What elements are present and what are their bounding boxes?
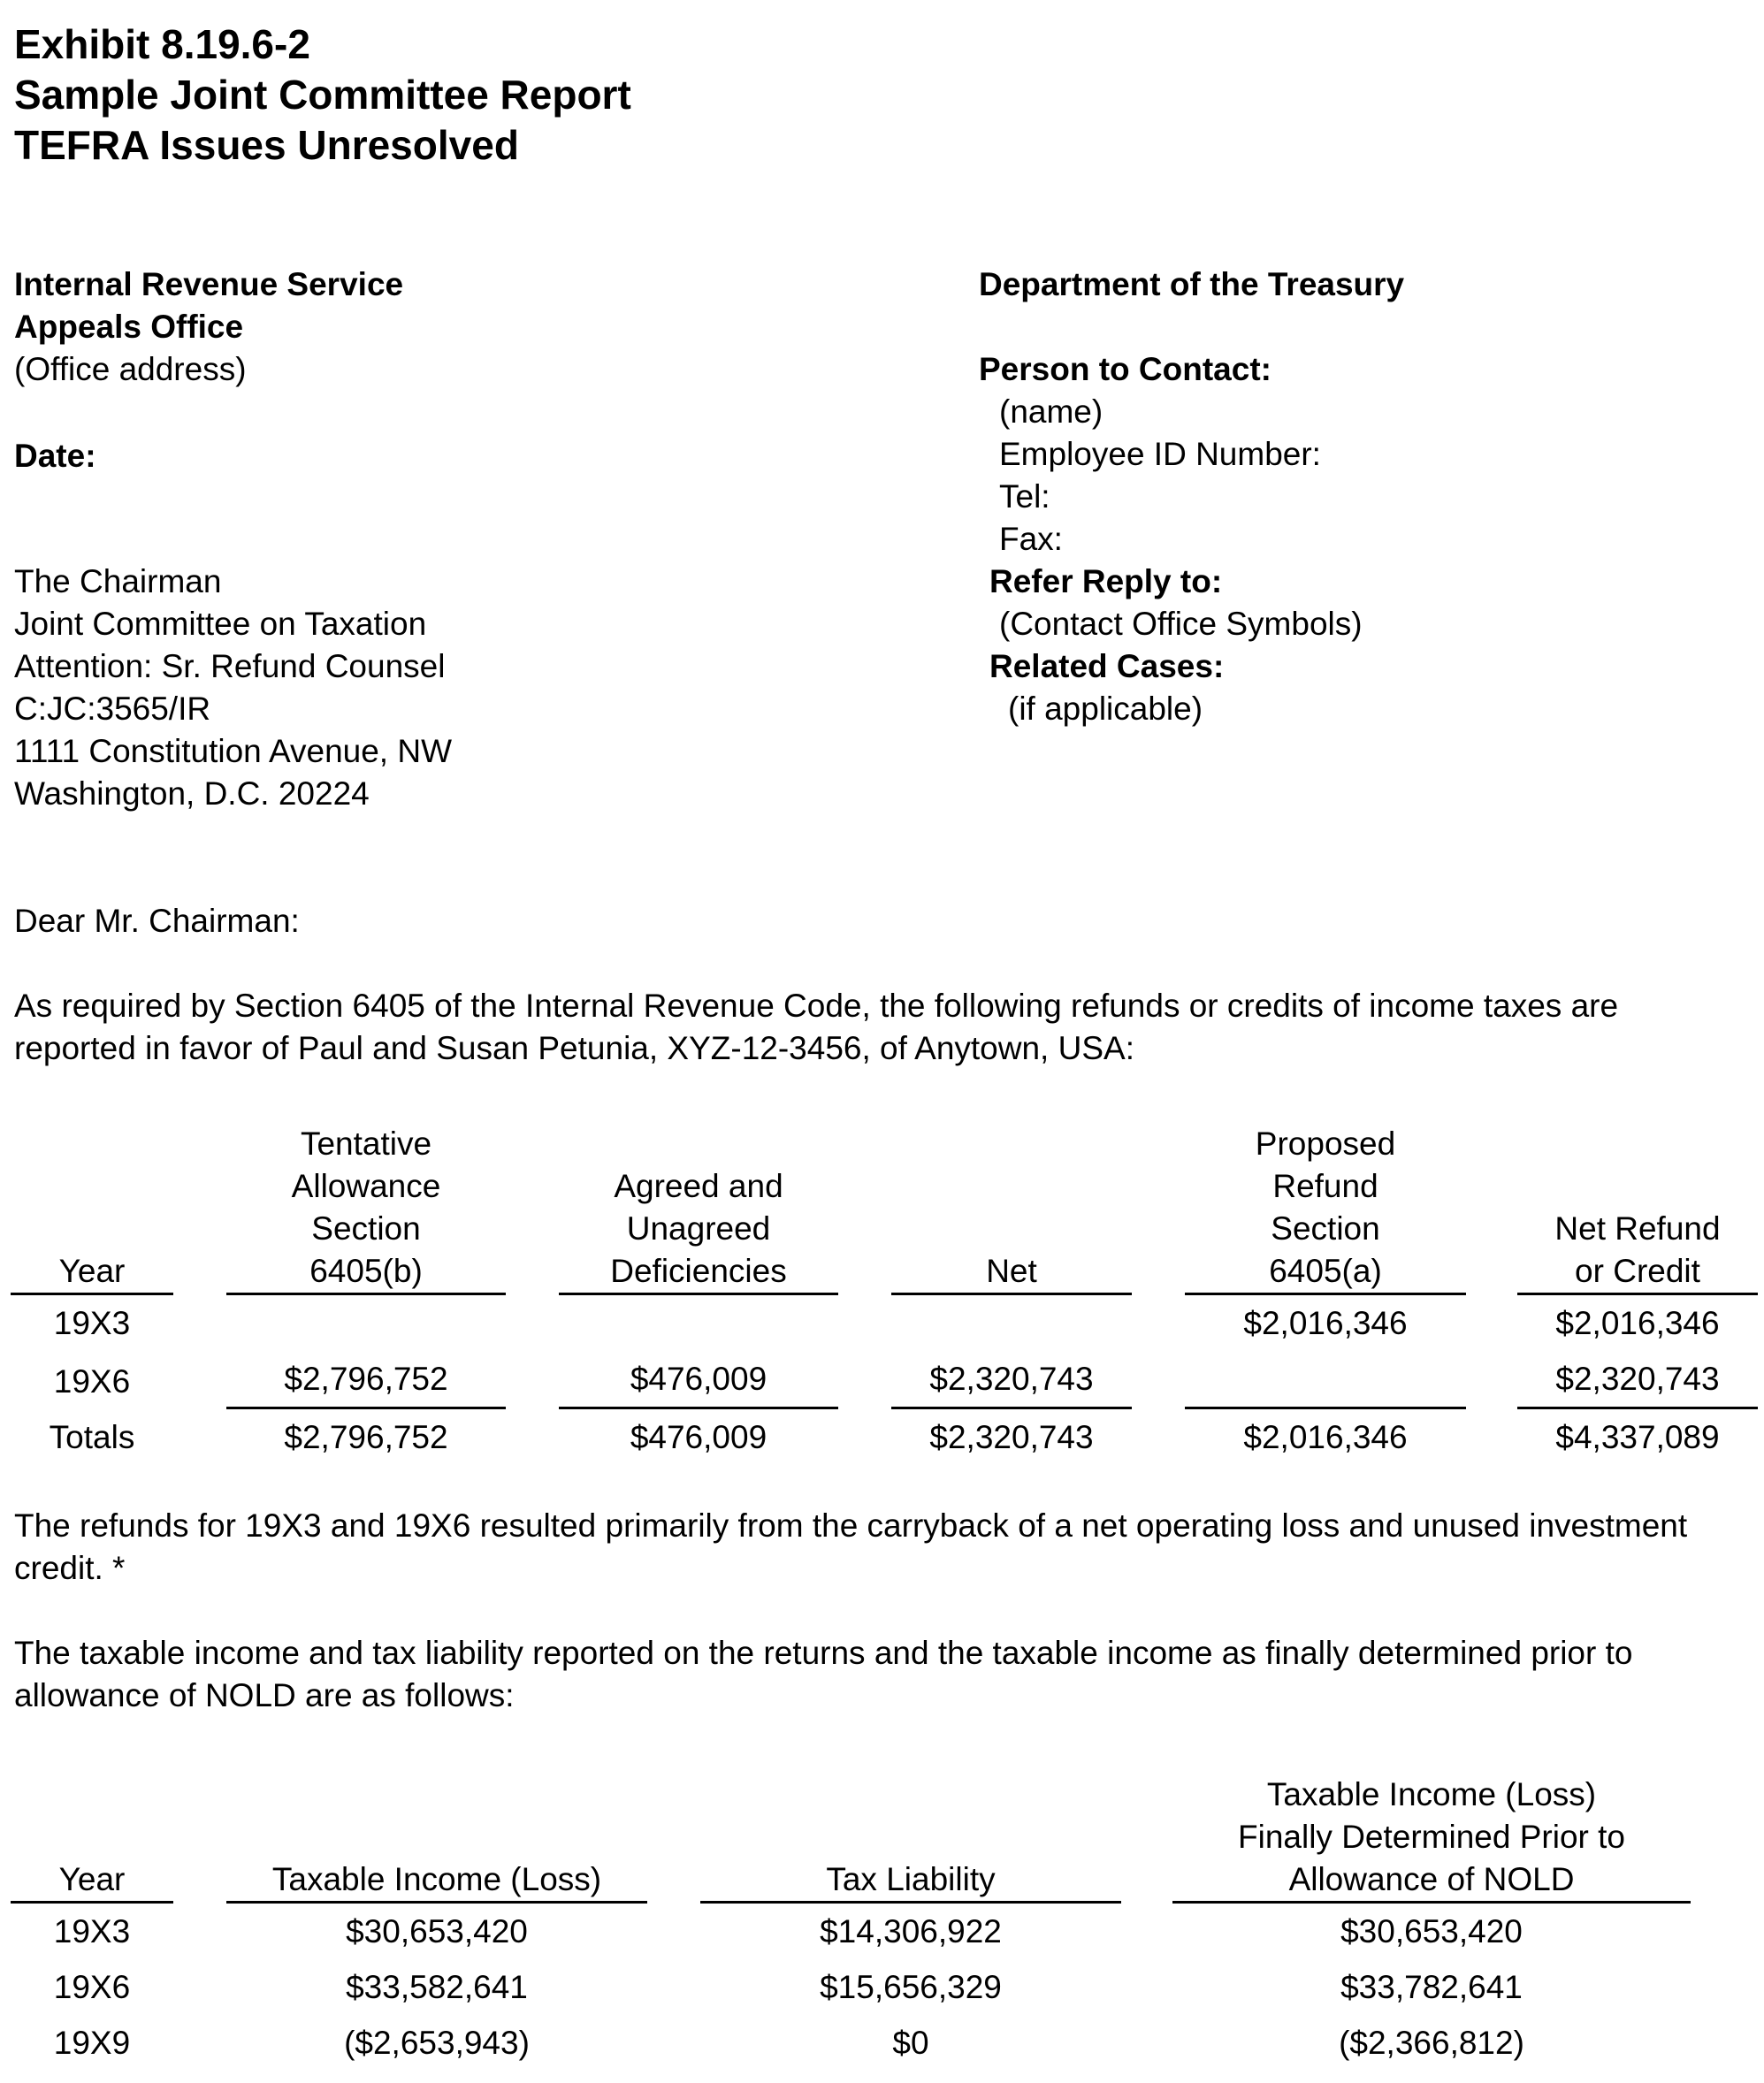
table-row	[11, 2015, 1691, 2071]
recipient-line: C:JC:3565/IR	[14, 691, 211, 727]
cell-total-proposed: $2,016,346	[1243, 1419, 1408, 1455]
refer-reply-label: Refer Reply to:	[989, 563, 1223, 599]
cell-tentative	[226, 1295, 506, 1351]
recipient-line: Attention: Sr. Refund Counsel	[14, 648, 446, 684]
table-row	[11, 1959, 1691, 2015]
col-header-year: Year	[11, 1774, 173, 1904]
contact-name: (name)	[999, 393, 1103, 430]
cell-year: 19X3	[53, 1913, 131, 1949]
cell-net: $2,320,743	[891, 1351, 1132, 1409]
cell-total-deficiencies: $476,009	[630, 1419, 767, 1455]
totals-row	[11, 1409, 1758, 1465]
cell-finally-determined: $33,782,641	[1340, 1969, 1523, 2005]
cell-net-refund: $2,016,346	[1555, 1305, 1720, 1341]
cell-taxable-income: $30,653,420	[346, 1913, 528, 1949]
taxable-income-intro: The taxable income and tax liability reported on the returns and the taxable income as finally determined prior to allowance of NOLD are as follows:	[14, 1635, 1633, 1713]
col-header-tax-liability: Tax Liability	[700, 1774, 1121, 1904]
exhibit-title-line: Exhibit 8.19.6-2	[14, 21, 310, 67]
col-header-taxable-income: Taxable Income (Loss)	[226, 1774, 647, 1904]
taxable-income-table	[11, 1774, 1691, 2071]
cell-tax-liability: $15,656,329	[820, 1969, 1002, 2005]
cell-total-net: $2,320,743	[929, 1419, 1094, 1455]
salutation: Dear Mr. Chairman:	[14, 903, 300, 939]
cell-taxable-income: ($2,653,943)	[344, 2025, 530, 2061]
cell-net-refund: $2,320,743	[1517, 1351, 1758, 1409]
cell-year: 19X6	[53, 1363, 131, 1400]
refund-reason-paragraph: The refunds for 19X3 and 19X6 resulted primarily from the carryback of a net operating loss and unused investment credit. *	[14, 1507, 1688, 1586]
recipient-line: 1111 Constitution Avenue, NW	[14, 733, 453, 769]
fax-label: Fax:	[999, 521, 1063, 557]
cell-finally-determined: $30,653,420	[1340, 1913, 1523, 1949]
col-header-net: Net	[891, 1123, 1132, 1295]
cell-taxable-income: $33,582,641	[346, 1969, 528, 2005]
col-header-deficiencies: Agreed and Unagreed Deficiencies	[559, 1123, 838, 1295]
col-header-net-refund: Net Refund or Credit	[1517, 1123, 1758, 1295]
exhibit-title-line: Sample Joint Committee Report	[14, 72, 631, 118]
exhibit-title	[14, 19, 631, 171]
department-name: Department of the Treasury	[979, 266, 1405, 302]
employee-id-label: Employee ID Number:	[999, 436, 1321, 472]
table-row	[11, 1904, 1691, 1959]
related-cases-label: Related Cases:	[989, 648, 1225, 684]
col-header-year: Year	[11, 1123, 173, 1295]
col-header-finally-determined: Taxable Income (Loss) Finally Determined Prior to Allowance of NOLD	[1172, 1774, 1691, 1904]
sender-office: Appeals Office	[14, 309, 244, 345]
cell-deficiencies: $476,009	[559, 1351, 838, 1409]
exhibit-title-line: TEFRA Issues Unresolved	[14, 122, 519, 168]
cell-finally-determined: ($2,366,812)	[1339, 2025, 1524, 2061]
cell-year: 19X6	[53, 1969, 131, 2005]
refund-table	[11, 1123, 1758, 1465]
person-to-contact-label: Person to Contact:	[979, 351, 1271, 387]
col-header-proposed-refund: Proposed Refund Section 6405(a)	[1185, 1123, 1466, 1295]
cell-totals-label: Totals	[49, 1419, 135, 1455]
cell-tax-liability: $14,306,922	[820, 1913, 1002, 1949]
table-row	[11, 1351, 1758, 1409]
cell-proposed	[1185, 1351, 1466, 1409]
recipient-line: Washington, D.C. 20224	[14, 775, 370, 812]
cell-tentative: $2,796,752	[226, 1351, 506, 1409]
cell-tax-liability: $0	[892, 2025, 929, 2061]
related-cases-value: (if applicable)	[1008, 691, 1203, 727]
refund-table-header	[11, 1123, 1758, 1295]
cell-deficiencies	[559, 1295, 838, 1351]
col-header-tentative-allowance: Tentative Allowance Section 6405(b)	[226, 1123, 506, 1295]
cell-total-tentative: $2,796,752	[284, 1419, 448, 1455]
income-table-header	[11, 1774, 1691, 1904]
recipient-line: Joint Committee on Taxation	[14, 606, 427, 642]
cell-net	[891, 1295, 1132, 1351]
sender-address: (Office address)	[14, 351, 247, 387]
cell-total-net-refund: $4,337,089	[1555, 1419, 1720, 1455]
refer-reply-value: (Contact Office Symbols)	[999, 606, 1363, 642]
cell-proposed: $2,016,346	[1243, 1305, 1408, 1341]
tel-label: Tel:	[999, 478, 1050, 515]
intro-paragraph: As required by Section 6405 of the Internal Revenue Code, the following refunds or credits of income taxes are reported in favor of Paul and Susan Petunia, XYZ-12-3456, of Anytown, USA:	[14, 988, 1619, 1066]
date-label: Date:	[14, 438, 96, 474]
recipient-line: The Chairman	[14, 563, 222, 599]
sender-org: Internal Revenue Service	[14, 266, 404, 302]
cell-year: 19X9	[53, 2025, 131, 2061]
table-row	[11, 1295, 1758, 1351]
cell-year: 19X3	[53, 1305, 131, 1341]
